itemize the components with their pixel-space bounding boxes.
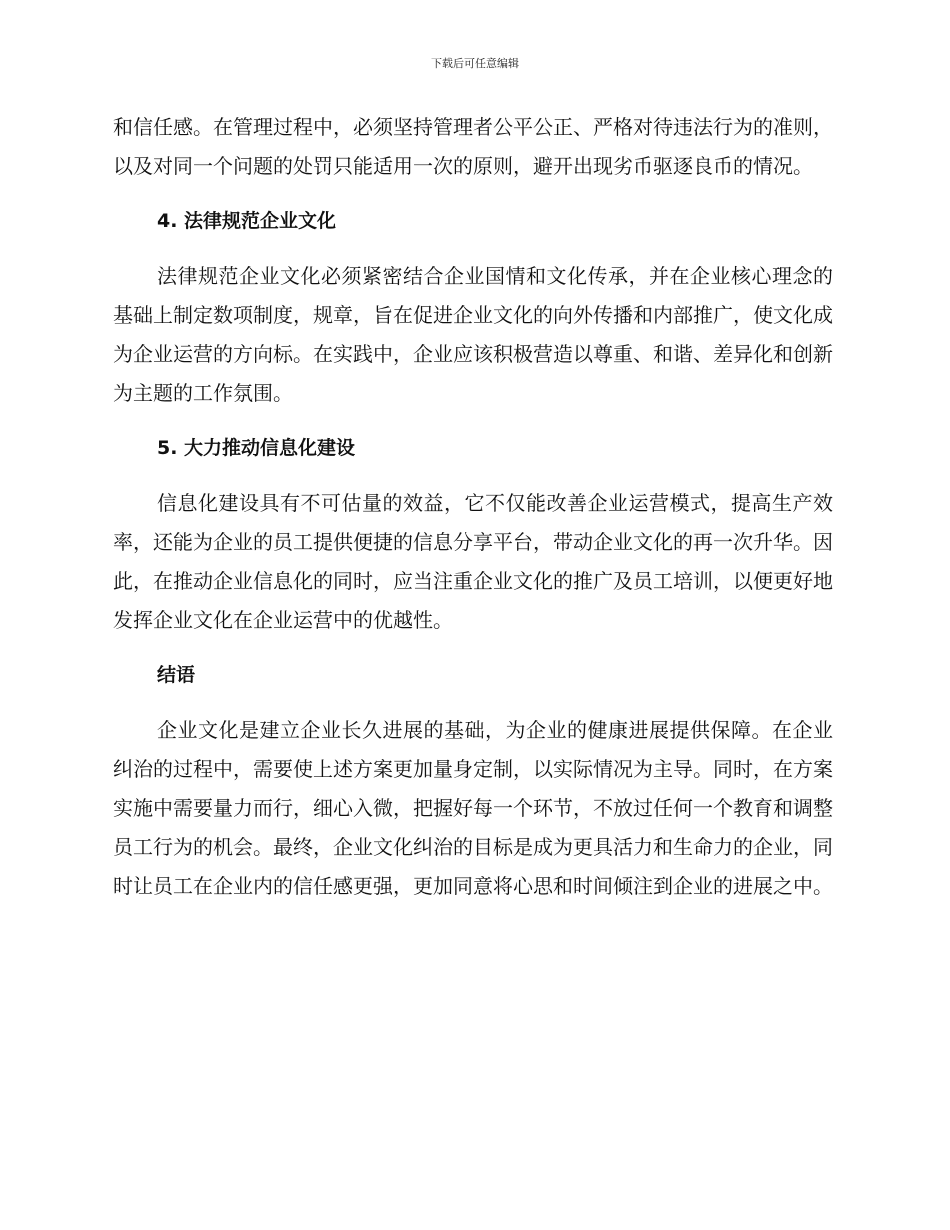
section-heading-informatization: 5. 大力推动信息化建设	[157, 437, 356, 459]
paragraph-legal-culture: 法律规范企业文化必须紧密结合企业国情和文化传承，并在企业核心理念的基础上制定数项制度，规章，旨在促进企业文化的向外传播和内部推广，使文化成为企业运营的方向标。在实践中，企业应该积极营造以尊重、和谐、差异化和创新为主题的工作氛围。	[113, 264, 833, 405]
paragraph-informatization: 信息化建设具有不可估量的效益，它不仅能改善企业运营模式，提高生产效率，还能为企业的员工提供便捷的信息分享平台，带动企业文化的再一次升华。因此，在推动企业信息化的同时，应当注重企业文化的推广及员工培训，以便更好地发挥企业文化在企业运营中的优越性。	[113, 491, 833, 632]
paragraph-continuation: 和信任感。在管理过程中，必须坚持管理者公平公正、严格对待违法行为的准则，以及对同一个问题的处罚只能适用一次的原则，避开出现劣币驱逐良币的情况。	[113, 115, 833, 178]
document-body	[113, 108, 833, 922]
section-heading-conclusion: 结语	[157, 664, 196, 686]
paragraph-conclusion: 企业文化是建立企业长久进展的基础，为企业的健康进展提供保障。在企业纠治的过程中，需要使上述方案更加量身定制，以实际情况为主导。同时，在方案实施中需要量力而行，细心入微，把握好每一个环节，不放过任何一个教育和调整员工行为的机会。最终，企业文化纠治的目标是成为更具活力和生命力的企业，同时让员工在企业内的信任感更强，更加同意将心思和时间倾注到企业的进展之中。	[113, 718, 833, 898]
section-heading-legal-culture: 4. 法律规范企业文化	[157, 210, 337, 232]
page-header: 下载后可任意编辑	[431, 57, 519, 70]
